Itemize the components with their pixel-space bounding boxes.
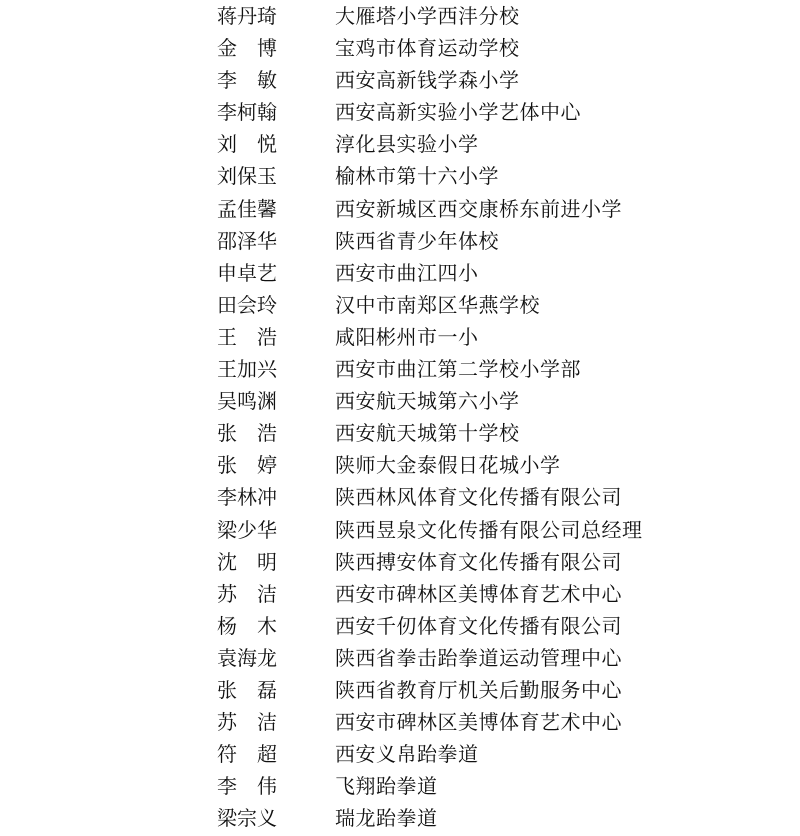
organization-name: 陕师大金泰假日花城小学 (335, 453, 561, 478)
organization-name: 陕西昱泉文化传播有限公司总经理 (335, 517, 643, 542)
organization-name: 陕西搏安体育文化传播有限公司 (335, 549, 622, 574)
list-item (0, 770, 800, 802)
person-name: 田 会 玲 (217, 292, 277, 317)
person-name: 张 婷 (217, 453, 277, 478)
person-name: 金 博 (217, 36, 277, 61)
list-item (0, 0, 800, 32)
organization-name: 瑞龙跆拳道 (335, 806, 438, 831)
person-name: 沈 明 (217, 549, 277, 574)
person-name: 刘 悦 (217, 132, 277, 157)
list-item (0, 353, 800, 385)
person-name: 吴 鸣 渊 (217, 389, 277, 414)
person-name: 申 卓 艺 (217, 260, 277, 285)
organization-name: 西安高新实验小学艺体中心 (335, 100, 581, 125)
organization-name: 汉中市南郑区华燕学校 (335, 292, 540, 317)
person-name: 苏 洁 (217, 710, 277, 735)
organization-name: 陕西林风体育文化传播有限公司 (335, 485, 622, 510)
organization-name: 西安市曲江第二学校小学部 (335, 357, 581, 382)
person-name: 李 伟 (217, 774, 277, 799)
list-item (0, 449, 800, 481)
person-name: 李 林 冲 (217, 485, 277, 510)
organization-name: 西安高新钱学森小学 (335, 68, 520, 93)
list-item (0, 642, 800, 674)
organization-name: 飞翔跆拳道 (335, 774, 438, 799)
organization-name: 西安市曲江四小 (335, 260, 479, 285)
list-item (0, 417, 800, 449)
organization-name: 宝鸡市体育运动学校 (335, 36, 520, 61)
list-item (0, 481, 800, 513)
person-name: 杨 木 (217, 613, 277, 638)
person-name: 王 加 兴 (217, 357, 277, 382)
organization-name: 西安新城区西交康桥东前进小学 (335, 196, 622, 221)
organization-name: 西安千仞体育文化传播有限公司 (335, 613, 622, 638)
organization-name: 淳化县实验小学 (335, 132, 479, 157)
list-item (0, 225, 800, 257)
list-item (0, 96, 800, 128)
organization-name: 陕西省青少年体校 (335, 228, 499, 253)
organization-name: 大雁塔小学西沣分校 (335, 4, 520, 28)
person-name: 张 磊 (217, 677, 277, 702)
organization-name: 陕西省教育厅机关后勤服务中心 (335, 677, 622, 702)
organization-name: 西安航天城第十学校 (335, 421, 520, 446)
organization-name: 陕西省拳击跆拳道运动管理中心 (335, 645, 622, 670)
organization-name: 西安市碑林区美博体育艺术中心 (335, 581, 622, 606)
organization-name: 西安市碑林区美博体育艺术中心 (335, 710, 622, 735)
person-name: 李 柯 翰 (217, 100, 277, 125)
list-item (0, 32, 800, 64)
person-name: 王 浩 (217, 324, 277, 349)
person-name: 刘 保 玉 (217, 164, 277, 189)
organization-name: 咸阳彬州市一小 (335, 324, 479, 349)
person-name: 张 浩 (217, 421, 277, 446)
person-name: 袁 海 龙 (217, 645, 277, 670)
list-item (0, 64, 800, 96)
person-name: 梁 宗 义 (217, 806, 277, 831)
person-name: 李 敏 (217, 68, 277, 93)
list-item (0, 160, 800, 192)
list-item (0, 674, 800, 706)
organization-name: 榆林市第十六小学 (335, 164, 499, 189)
list-item (0, 578, 800, 610)
person-name: 梁 少 华 (217, 517, 277, 542)
list-item (0, 546, 800, 578)
list-item (0, 128, 800, 160)
person-name: 蒋 丹 琦 (217, 4, 277, 28)
person-name: 苏 洁 (217, 581, 277, 606)
list-item (0, 193, 800, 225)
list-item (0, 289, 800, 321)
person-name: 孟 佳 馨 (217, 196, 277, 221)
person-name: 邵 泽 华 (217, 228, 277, 253)
organization-name: 西安航天城第六小学 (335, 389, 520, 414)
list-item (0, 257, 800, 289)
list-item (0, 738, 800, 770)
list-item (0, 706, 800, 738)
list-item (0, 802, 800, 834)
list-item (0, 321, 800, 353)
list-item (0, 610, 800, 642)
list-item (0, 514, 800, 546)
organization-name: 西安义帛跆拳道 (335, 742, 479, 767)
person-name: 符 超 (217, 742, 277, 767)
list-item (0, 385, 800, 417)
